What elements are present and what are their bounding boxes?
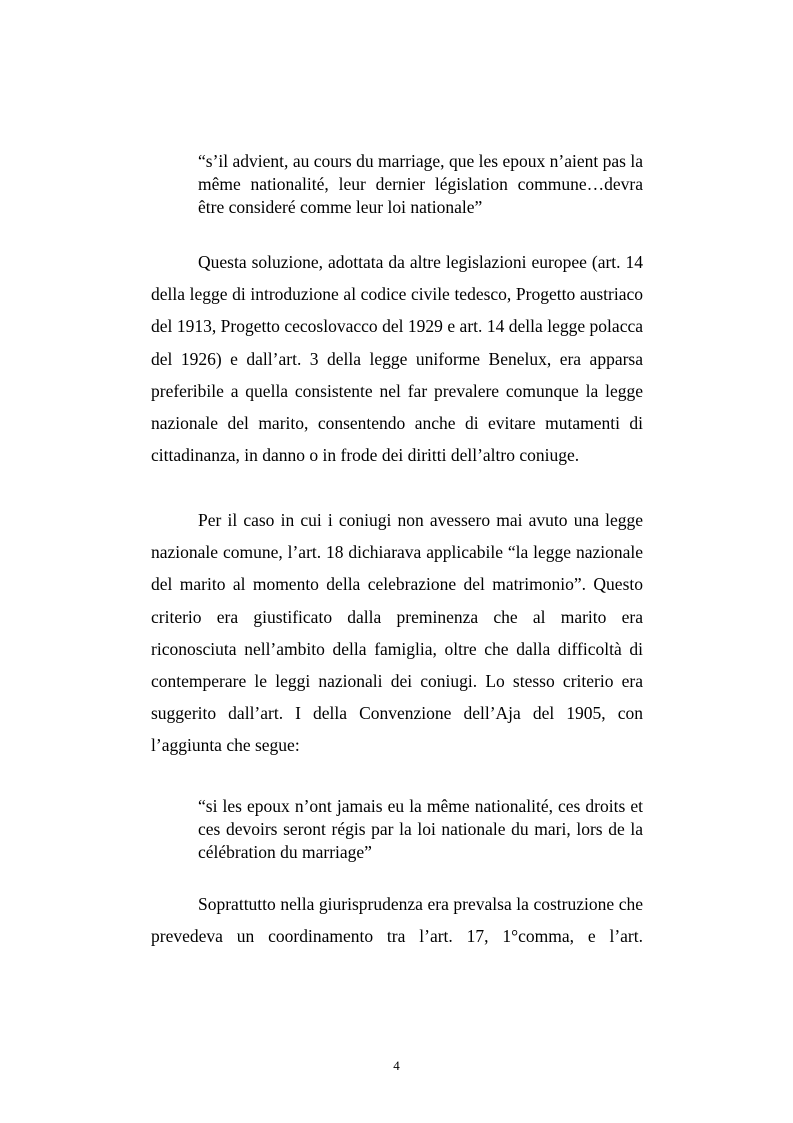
quote-text: “si les epoux n’ont jamais eu la même nationalité, ces droits et ces devoirs seront régis par la loi nationale du mari, lors de la célébration du marriage” [198,796,643,862]
block-quote-french-1 [198,150,643,219]
paragraph-text: Questa soluzione, adottata da altre legislazioni europee (art. 14 della legge di introduzione al codice civile tedesco, Progetto austriaco del 1913, Progetto cecoslovacco del 1929 e art. 14 della legge polacca del 1926) e dall’art. 3 della legge uniforme Benelux, era apparsa preferibile a quella consistente nel far prevalere comunque la legge nazionale del marito, consentendo anche di evitare mutamenti di cittadinanza, in danno o in frode dei diritti dell’altro coniuge. [151,252,643,466]
quote-text: “s’il advient, au cours du marriage, que les epoux n’aient pas la même nationalité, leur dernier législation commune…devra être consideré comme leur loi nationale” [198,151,643,217]
paragraph-text: Soprattutto nella giurisprudenza era prevalsa la costruzione che prevedeva un coordinamento tra l’art. 17, 1°comma, e l’art. [151,894,643,947]
paragraph-text: Per il caso in cui i coniugi non avessero mai avuto una legge nazionale comune, l’art. 18 dichiarava applicabile “la legge nazionale del marito al momento della celebrazione del matrimonio”. Questo criterio era giustificato dalla preminenza che al marito era riconosciuta nell’ambito della famiglia, oltre che dalla difficoltà di contemperare le leggi nazionali dei coniugi. Lo stesso criterio era suggerito dall’art. I della Convenzione dell’Aja del 1905, con l’aggiunta che segue: [151,510,643,756]
page-number: 4 [393,1058,400,1073]
paragraph-2 [151,504,643,762]
block-quote-french-2 [198,795,643,864]
paragraph-3 [151,888,643,952]
paragraph-1 [151,246,643,471]
